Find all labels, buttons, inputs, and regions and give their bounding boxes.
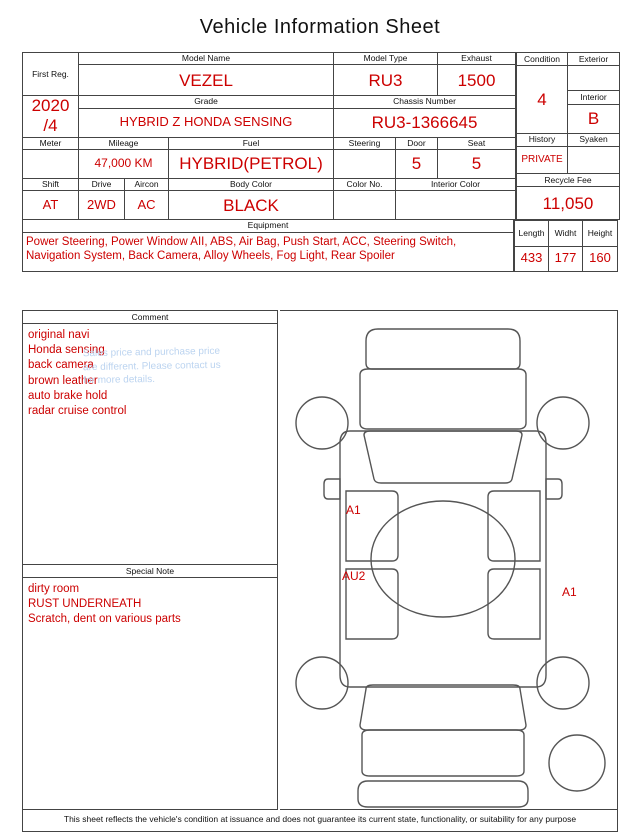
comment-box bbox=[22, 310, 278, 565]
value-syaken bbox=[568, 147, 620, 174]
label-exterior: Exterior bbox=[568, 53, 620, 66]
rear-bumper bbox=[358, 781, 528, 807]
value-first-reg-month: /4 bbox=[43, 115, 58, 135]
damage-mark: A1 bbox=[346, 503, 361, 517]
value-chassis-number: RU3-1366645 bbox=[334, 108, 516, 137]
comment-line: Honda sensing bbox=[28, 344, 105, 357]
equipment-table bbox=[22, 220, 514, 271]
label-interior: Interior bbox=[568, 91, 620, 104]
label-meter: Meter bbox=[23, 137, 79, 149]
label-condition: Condition bbox=[517, 53, 568, 66]
label-mileage: Mileage bbox=[79, 137, 169, 149]
mirror-left bbox=[324, 479, 340, 499]
damage-mark: A1 bbox=[562, 585, 577, 599]
watermark-line-1: Sales price and purchase price bbox=[82, 345, 221, 360]
value-shift: AT bbox=[23, 191, 79, 220]
comment-line: brown leather bbox=[28, 374, 98, 387]
value-fuel: HYBRID(PETROL) bbox=[169, 150, 334, 179]
condition-table bbox=[516, 52, 620, 220]
label-equipment: Equipment bbox=[23, 220, 514, 232]
value-interior: B bbox=[568, 104, 620, 133]
special-note-line: RUST UNDERNEATH bbox=[28, 598, 142, 611]
value-exterior bbox=[568, 66, 620, 91]
label-length: Length bbox=[515, 221, 549, 246]
label-widht: Widht bbox=[549, 221, 583, 246]
comment-body bbox=[23, 324, 277, 423]
dimensions-table bbox=[514, 220, 618, 271]
label-aircon: Aircon bbox=[125, 179, 169, 191]
value-mileage: 47,000 KM bbox=[79, 150, 169, 179]
comment-line: original navi bbox=[28, 329, 90, 341]
info-grid bbox=[22, 52, 618, 272]
label-height: Height bbox=[583, 221, 618, 246]
value-height: 160 bbox=[583, 246, 618, 271]
label-grade: Grade bbox=[79, 96, 334, 108]
label-model-name: Model Name bbox=[79, 53, 334, 65]
value-first-reg-year: 2020 bbox=[31, 96, 70, 116]
special-note-line: Scratch, dent on various parts bbox=[28, 613, 181, 626]
value-first-reg bbox=[23, 96, 79, 137]
value-exhaust: 1500 bbox=[438, 65, 516, 96]
value-steering bbox=[334, 150, 396, 179]
mirror-right bbox=[546, 479, 562, 499]
comment-line: auto brake hold bbox=[28, 389, 108, 402]
value-length: 433 bbox=[515, 246, 549, 271]
value-grade: HYBRID Z HONDA SENSING bbox=[79, 108, 334, 137]
wheel-front-right bbox=[537, 397, 589, 449]
label-body-color: Body Color bbox=[169, 179, 334, 191]
label-recycle-fee: Recycle Fee bbox=[517, 174, 620, 187]
watermark-line-3: for more details. bbox=[83, 373, 156, 387]
label-history: History bbox=[517, 133, 568, 146]
hood bbox=[360, 369, 526, 429]
special-note-header: Special Note bbox=[23, 565, 277, 578]
label-fuel: Fuel bbox=[169, 137, 334, 149]
label-color-no: Color No. bbox=[334, 179, 396, 191]
lower-section bbox=[22, 310, 618, 810]
roof bbox=[371, 501, 515, 617]
label-model-type: Model Type bbox=[334, 53, 438, 65]
label-first-reg: First Reg. bbox=[23, 53, 79, 96]
value-interior-color bbox=[396, 191, 516, 220]
footer-disclaimer: This sheet reflects the vehicle's condition at issuance and does not guarantee its current state, functionality, or suitability for any purpose bbox=[22, 810, 618, 832]
value-door: 5 bbox=[396, 150, 438, 179]
vehicle-damage-diagram bbox=[280, 310, 618, 810]
label-exhaust: Exhaust bbox=[438, 53, 516, 65]
spare-wheel bbox=[549, 735, 605, 791]
value-history: PRIVATE bbox=[517, 147, 568, 174]
special-note-body bbox=[23, 578, 277, 632]
windshield bbox=[364, 431, 522, 483]
comment-line: back camera bbox=[28, 359, 94, 372]
comment-line: radar cruise control bbox=[28, 404, 127, 417]
value-widht: 177 bbox=[549, 246, 583, 271]
value-model-type: RU3 bbox=[334, 65, 438, 96]
page-title: Vehicle Information Sheet bbox=[199, 16, 441, 38]
value-recycle-fee: 11,050 bbox=[517, 187, 620, 220]
trunk bbox=[362, 730, 524, 776]
label-drive: Drive bbox=[79, 179, 125, 191]
value-condition: 4 bbox=[517, 66, 568, 133]
special-note-line: dirty room bbox=[28, 583, 80, 595]
damage-mark: AU2 bbox=[342, 569, 366, 583]
rear-window bbox=[360, 685, 526, 730]
label-chassis-number: Chassis Number bbox=[334, 96, 516, 108]
value-color-no bbox=[334, 191, 396, 220]
label-seat: Seat bbox=[438, 137, 516, 149]
car-outline-svg bbox=[280, 311, 617, 809]
label-interior-color: Interior Color bbox=[396, 179, 516, 191]
value-equipment: Power Steering, Power Window AII, ABS, Air Bag, Push Start, ACC, Steering Switch, Navigation System, Back Camera, Alloy Wheels, Fog Light, Rear Spoiler bbox=[23, 232, 514, 271]
value-body-color: BLACK bbox=[169, 191, 334, 220]
front-bumper bbox=[366, 329, 520, 369]
label-door: Door bbox=[396, 137, 438, 149]
label-shift: Shift bbox=[23, 179, 79, 191]
value-aircon: AC bbox=[125, 191, 169, 220]
door-rear-right bbox=[488, 569, 540, 639]
value-model-name: VEZEL bbox=[79, 65, 334, 96]
value-drive: 2WD bbox=[79, 191, 125, 220]
label-syaken: Syaken bbox=[568, 133, 620, 146]
value-seat: 5 bbox=[438, 150, 516, 179]
watermark-line-2: are different. Please contact us bbox=[82, 359, 221, 373]
comment-header: Comment bbox=[23, 311, 277, 324]
special-note-box bbox=[22, 565, 278, 810]
value-meter bbox=[23, 150, 79, 179]
main-info-table bbox=[22, 52, 516, 220]
label-steering: Steering bbox=[334, 137, 396, 149]
